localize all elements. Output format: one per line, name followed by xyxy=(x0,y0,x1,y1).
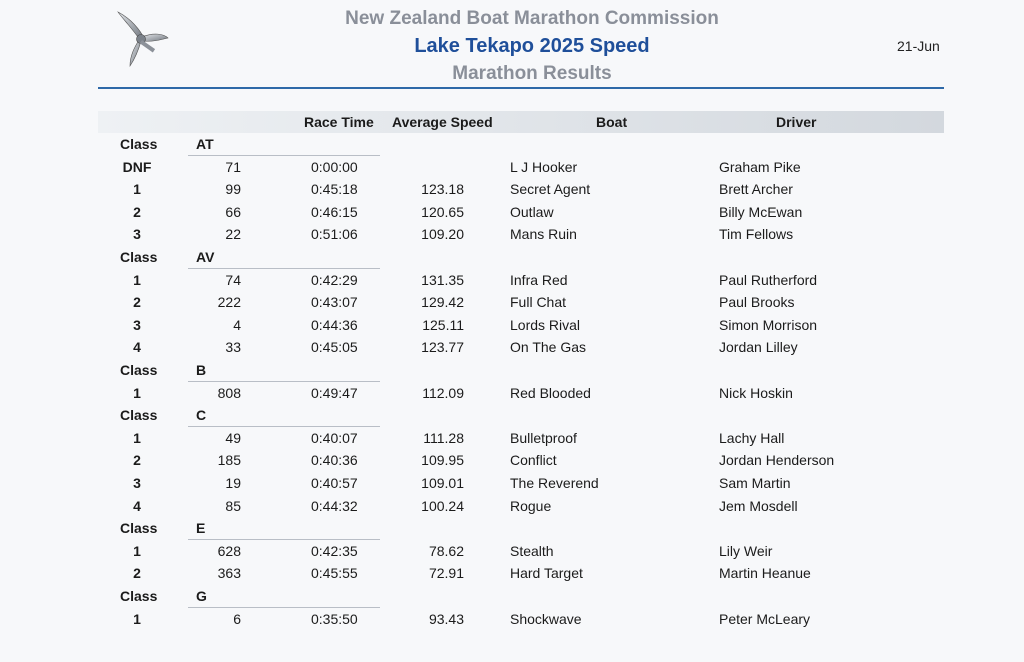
boat-number: 85 xyxy=(225,497,241,514)
race-time: 0:45:18 xyxy=(311,181,358,198)
boat-number: 71 xyxy=(225,158,241,175)
place: 3 xyxy=(133,316,141,333)
boat-number: 628 xyxy=(217,542,241,559)
boat-number: 222 xyxy=(217,294,241,311)
class-underline xyxy=(188,607,380,608)
driver-name: Paul Brooks xyxy=(719,294,795,311)
class-code: G xyxy=(196,588,207,604)
average-speed: 125.11 xyxy=(422,316,464,333)
boat-name: Conflict xyxy=(510,452,557,469)
class-code: AT xyxy=(196,136,214,152)
race-time: 0:45:05 xyxy=(311,339,358,356)
driver-name: Jordan Henderson xyxy=(719,452,835,469)
class-underline xyxy=(188,381,380,382)
column-header-driver: Driver xyxy=(776,114,817,130)
driver-name: Peter McLeary xyxy=(719,610,811,627)
class-label: Class xyxy=(120,249,158,265)
column-header-race-time: Race Time xyxy=(304,114,374,130)
average-speed: 93.43 xyxy=(428,610,464,627)
boat-name: Secret Agent xyxy=(510,181,591,198)
column-header-boat: Boat xyxy=(596,114,628,130)
driver-name: Sam Martin xyxy=(719,475,791,491)
boat-name: Outlaw xyxy=(510,203,554,220)
boat-name: L J Hooker xyxy=(510,158,578,175)
average-speed: 109.95 xyxy=(421,452,464,469)
driver-name: Lily Weir xyxy=(719,542,773,559)
boat-name: Red Blooded xyxy=(510,384,591,401)
class-underline xyxy=(188,155,380,156)
race-time: 0:42:35 xyxy=(311,542,358,559)
boat-name: Mans Ruin xyxy=(510,226,577,243)
class-underline xyxy=(188,539,380,540)
average-speed: 129.42 xyxy=(421,294,464,311)
event-title: Lake Tekapo 2025 Speed xyxy=(414,35,650,57)
driver-name: Lachy Hall xyxy=(719,429,785,446)
place: 1 xyxy=(133,429,141,446)
place: 2 xyxy=(133,203,141,220)
class-label: Class xyxy=(120,136,158,152)
class-code: AV xyxy=(196,249,215,265)
class-code: E xyxy=(196,520,206,537)
boat-number: 74 xyxy=(225,271,241,288)
place: DNF xyxy=(122,158,152,175)
place: 1 xyxy=(133,271,141,288)
class-underline xyxy=(188,426,380,427)
race-time: 0:40:57 xyxy=(311,475,358,491)
driver-name: Jem Mosdell xyxy=(719,497,798,514)
boat-number: 808 xyxy=(217,384,241,401)
column-header-average-speed: Average Speed xyxy=(392,114,493,130)
driver-name: Nick Hoskin xyxy=(719,384,793,401)
race-time: 0:51:06 xyxy=(311,226,358,243)
class-code: C xyxy=(196,407,207,424)
race-time: 0:45:55 xyxy=(311,565,358,582)
race-time: 0:43:07 xyxy=(311,294,358,311)
driver-name: Billy McEwan xyxy=(719,203,803,220)
driver-name: Martin Heanue xyxy=(719,565,811,582)
boat-number: 49 xyxy=(225,429,241,446)
race-time: 0:49:47 xyxy=(311,384,358,401)
boat-name: Rogue xyxy=(510,497,552,514)
boat-name: Shockwave xyxy=(510,610,582,627)
average-speed: 120.65 xyxy=(421,203,464,220)
driver-name: Tim Fellows xyxy=(719,226,794,243)
place: 2 xyxy=(133,452,141,469)
event-date: 21-Jun xyxy=(897,38,940,54)
class-label: Class xyxy=(120,588,158,604)
commission-title: New Zealand Boat Marathon Commission xyxy=(345,8,719,29)
place: 2 xyxy=(133,565,141,582)
boat-name: Infra Red xyxy=(510,271,568,288)
boat-name: Full Chat xyxy=(510,294,567,311)
race-time: 0:00:00 xyxy=(311,158,358,175)
driver-name: Brett Archer xyxy=(719,181,793,198)
boat-number: 33 xyxy=(225,339,241,356)
boat-name: Bulletproof xyxy=(510,429,577,446)
driver-name: Simon Morrison xyxy=(719,316,818,333)
place: 3 xyxy=(133,226,141,243)
average-speed: 112.09 xyxy=(422,384,464,401)
boat-name: On The Gas xyxy=(510,339,587,356)
average-speed: 109.20 xyxy=(421,226,464,243)
boat-name: The Reverend xyxy=(510,475,599,491)
results-title: Marathon Results xyxy=(452,63,612,84)
race-time: 0:44:36 xyxy=(311,316,358,333)
class-label: Class xyxy=(120,520,158,537)
place: 1 xyxy=(133,181,141,198)
race-time: 0:40:36 xyxy=(311,452,358,469)
boat-number: 4 xyxy=(233,316,241,333)
place: 4 xyxy=(133,497,141,514)
boat-number: 66 xyxy=(225,203,241,220)
class-label: Class xyxy=(120,362,158,378)
place: 1 xyxy=(133,610,141,627)
race-time: 0:42:29 xyxy=(311,271,358,288)
boat-number: 22 xyxy=(225,226,241,243)
average-speed: 100.24 xyxy=(421,497,464,514)
average-speed: 72.91 xyxy=(428,565,464,582)
boat-name: Lords Rival xyxy=(510,316,581,333)
driver-name: Paul Rutherford xyxy=(719,271,818,288)
boat-number: 99 xyxy=(225,181,241,198)
driver-name: Graham Pike xyxy=(719,158,801,175)
place: 4 xyxy=(133,339,141,356)
average-speed: 78.62 xyxy=(428,542,464,559)
average-speed: 131.35 xyxy=(421,271,464,288)
boat-number: 19 xyxy=(225,475,241,491)
race-time: 0:44:32 xyxy=(311,497,358,514)
boat-number: 6 xyxy=(233,610,241,627)
place: 1 xyxy=(133,542,141,559)
class-underline xyxy=(188,268,380,269)
race-time: 0:40:07 xyxy=(311,429,358,446)
race-time: 0:46:15 xyxy=(311,203,358,220)
class-code: B xyxy=(196,362,207,378)
boat-number: 363 xyxy=(217,565,241,582)
average-speed: 123.18 xyxy=(421,181,464,198)
place: 2 xyxy=(133,294,141,311)
class-label: Class xyxy=(120,407,158,424)
boat-name: Stealth xyxy=(510,542,554,559)
race-time: 0:35:50 xyxy=(311,610,358,627)
boat-number: 185 xyxy=(217,452,241,469)
average-speed: 111.28 xyxy=(423,429,464,446)
place: 3 xyxy=(133,475,141,491)
average-speed: 123.77 xyxy=(421,339,464,356)
boat-name: Hard Target xyxy=(510,565,583,582)
place: 1 xyxy=(133,384,141,401)
driver-name: Jordan Lilley xyxy=(719,339,798,356)
average-speed: 109.01 xyxy=(421,475,464,491)
